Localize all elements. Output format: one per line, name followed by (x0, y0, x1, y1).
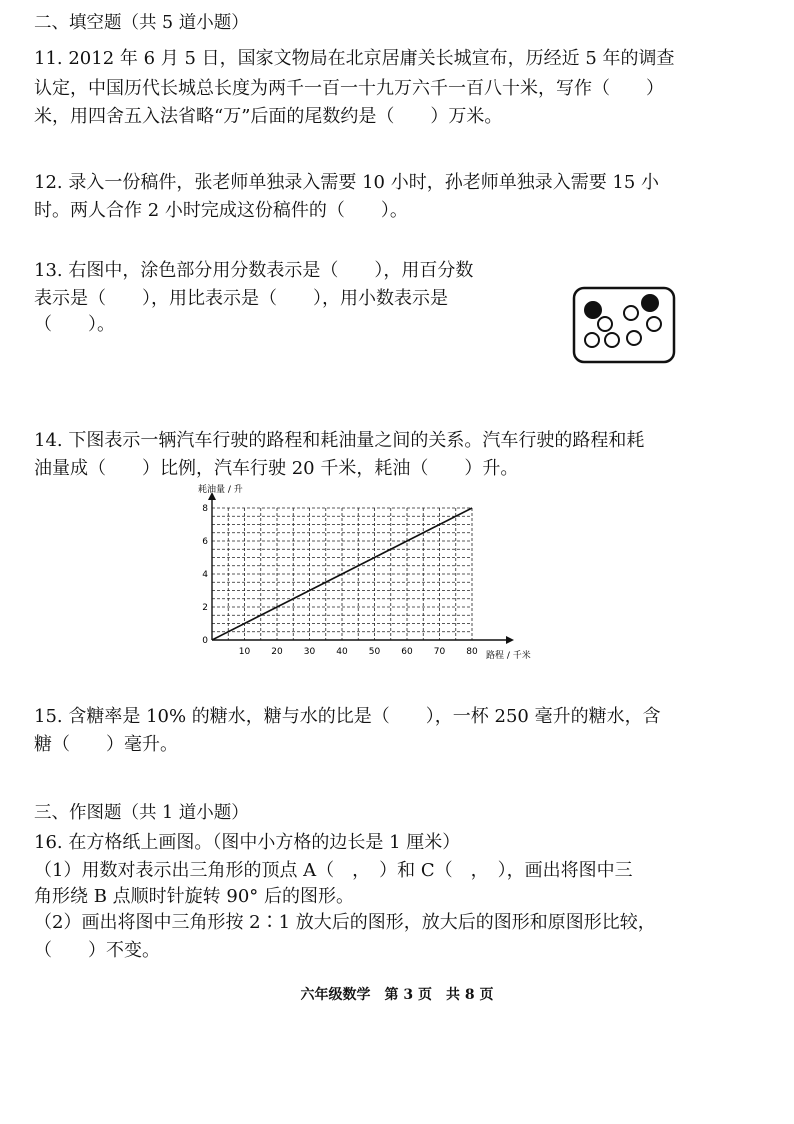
q15-line-2: 糖（ ）毫升。 (34, 734, 178, 755)
q12-line-1: 12. 录入一份稿件，张老师单独录入需要 10 小时，孙老师单独录入需要 15 小 (34, 172, 660, 193)
y-tick-label: 4 (202, 570, 208, 580)
chart-axes (208, 492, 514, 644)
y-tick-label: 0 (202, 636, 208, 646)
q15-line-1: 15. 含糖率是 10% 的糖水，糖与水的比是（ ），一杯 250 毫升的糖水，含 (34, 706, 661, 727)
x-tick-label: 80 (466, 647, 478, 657)
q16-line-5: （ ）不变。 (34, 940, 160, 961)
x-axis-arrow (506, 636, 514, 644)
shaded-circle (585, 302, 601, 318)
x-tick-label: 50 (368, 647, 381, 657)
y-axis-label: 耗油量 / 升 (198, 485, 243, 495)
unshaded-circle (627, 331, 641, 345)
q16-line-4: （2）画出将图中三角形按 2∶1 放大后的图形，放大后的图形和原图形比较， (34, 912, 656, 933)
q13-line-3: （ ）。 (34, 314, 115, 335)
q13-line-1: 13. 右图中，涂色部分用分数表示是（ ），用百分数 (34, 260, 474, 281)
circles-figure (572, 286, 678, 366)
q14-line-1: 14. 下图表示一辆汽车行驶的路程和耗油量之间的关系。汽车行驶的路程和耗 (34, 430, 645, 451)
unshaded-circle (598, 317, 612, 331)
y-tick-label: 8 (202, 504, 208, 514)
unshaded-circle (624, 306, 638, 320)
shaded-circle (642, 295, 658, 311)
q16-line-1: 16. 在方格纸上画图。（图中小方格的边长是 1 厘米） (34, 832, 461, 853)
section-2-title: 二、填空题（共 5 道小题） (34, 13, 249, 33)
x-tick-label: 10 (238, 647, 251, 657)
unshaded-circle (605, 333, 619, 347)
section-3-title: 三、作图题（共 1 道小题） (34, 803, 249, 823)
x-tick-label: 20 (271, 647, 283, 657)
page-footer: 六年级数学 第 3 页 共 8 页 (300, 987, 494, 1003)
q16-line-3: 角形绕 B 点顺时针旋转 90° 后的图形。 (34, 886, 355, 907)
chart-ticks (202, 504, 478, 657)
y-tick-label: 6 (202, 537, 208, 547)
q11-line-3: 米，用四舍五入法省略“万”后面的尾数约是（ ）万米。 (34, 106, 503, 127)
q11-line-2: 认定，中国历代长城总长度为两千一百一十九万六千一百八十米，写作（ ） (34, 78, 664, 99)
x-tick-label: 70 (433, 647, 446, 657)
x-tick-label: 40 (336, 647, 348, 657)
unshaded-circle (647, 317, 661, 331)
q16-line-2: （1）用数对表示出三角形的顶点 A（ ， ）和 C（ ， ），画出将图中三 (34, 860, 633, 881)
unshaded-circle (585, 333, 599, 347)
y-tick-label: 2 (202, 603, 208, 613)
x-tick-label: 60 (401, 647, 413, 657)
q14-line-2: 油量成（ ）比例，汽车行驶 20 千米，耗油（ ）升。 (34, 458, 519, 479)
fuel-distance-chart (190, 478, 550, 670)
x-axis-label: 路程 / 千米 (486, 651, 531, 661)
q12-line-2: 时。两人合作 2 小时完成这份稿件的（ ）。 (34, 200, 408, 221)
x-tick-label: 30 (303, 647, 316, 657)
q13-line-2: 表示是（ ），用比表示是（ ），用小数表示是 (34, 288, 448, 309)
q11-line-1: 11. 2012 年 6 月 5 日，国家文物局在北京居庸关长城宣布，历经近 5 年的调查 (34, 48, 675, 69)
